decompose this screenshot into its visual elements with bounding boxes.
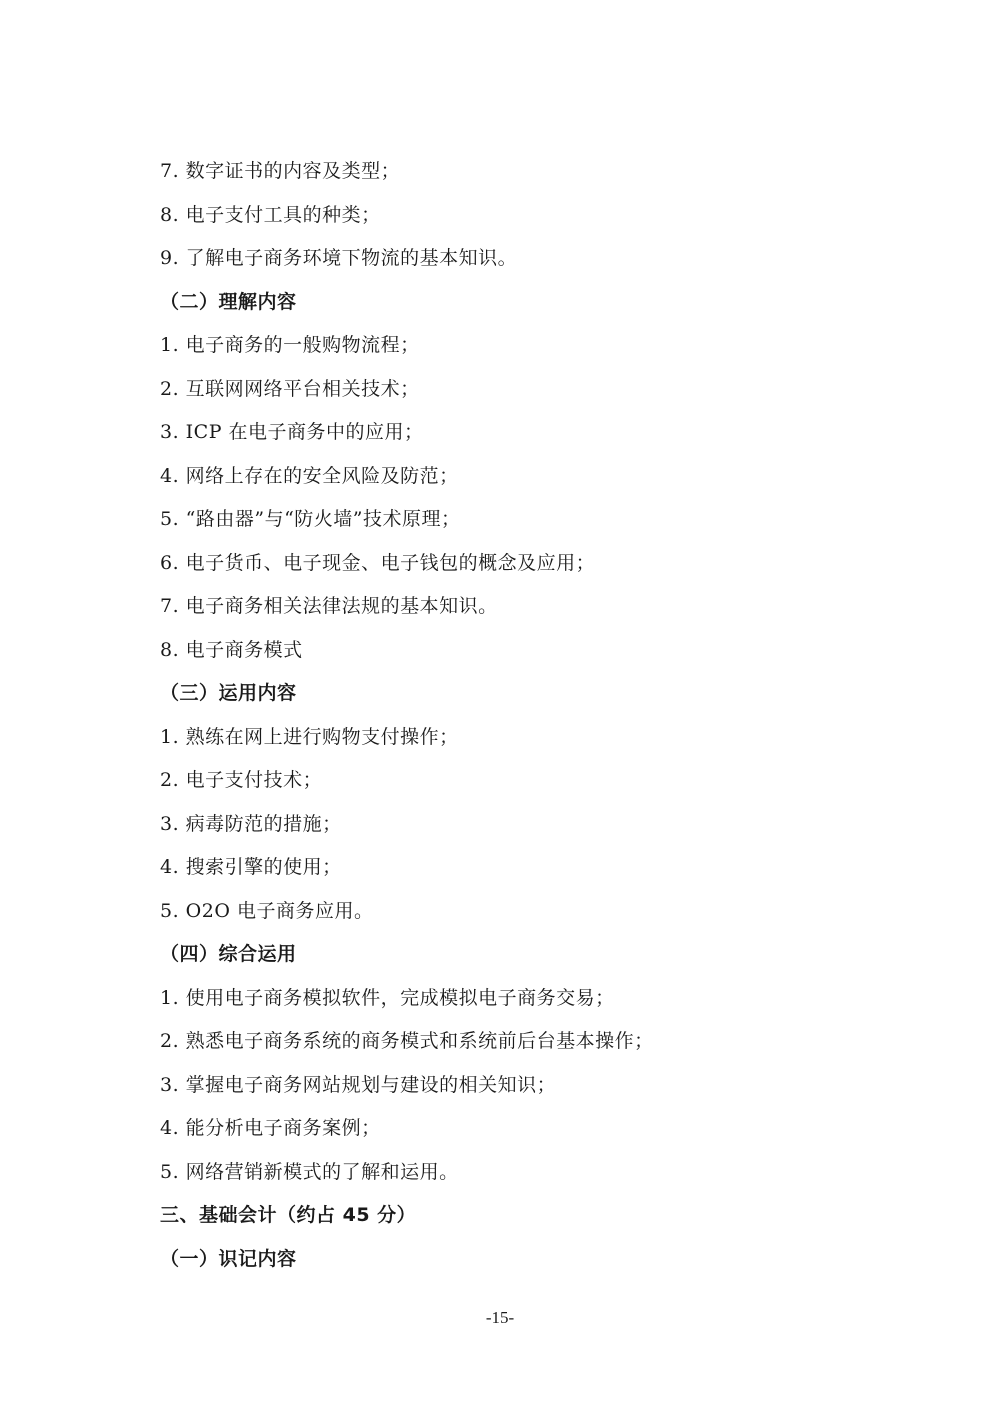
list-item: 4. 搜索引擎的使用； (160, 856, 342, 878)
list-item: 5. 网络营销新模式的了解和运用。 (160, 1160, 459, 1183)
chapter-heading-accounting: 三、基础会计（约占 45 分） (160, 1204, 417, 1226)
list-item: 2. 熟悉电子商务系统的商务模式和系统前后台基本操作； (160, 1030, 654, 1052)
list-item: 1. 电子商务的一般购物流程； (160, 334, 420, 356)
list-item: 5. O2O 电子商务应用。 (160, 899, 374, 922)
list-item: 7. 数字证书的内容及类型； (160, 160, 401, 182)
list-item: 1. 使用电子商务模拟软件，完成模拟电子商务交易； (160, 986, 615, 1009)
list-item: 5. “路由器”与“防火墙”技术原理； (160, 508, 461, 530)
section-heading-comprehensive: （四）综合运用 (160, 943, 297, 965)
section-heading-apply: （三）运用内容 (160, 682, 297, 704)
page-content (160, 150, 920, 1281)
list-item: 2. 电子支付技术； (160, 769, 323, 791)
page-number: -15- (485, 1308, 515, 1327)
list-item: 7. 电子商务相关法律法规的基本知识。 (160, 595, 498, 617)
list-item: 2. 互联网网络平台相关技术； (160, 377, 420, 400)
list-item: 9. 了解电子商务环境下物流的基本知识。 (160, 247, 518, 269)
list-item: 1. 熟练在网上进行购物支付操作； (160, 725, 459, 748)
list-item: 6. 电子货币、电子现金、电子钱包的概念及应用； (160, 551, 596, 574)
list-item: 3. 病毒防范的措施； (160, 812, 342, 835)
list-item: 3. ICP 在电子商务中的应用； (160, 421, 424, 443)
section-heading-understand: （二）理解内容 (160, 290, 297, 313)
list-item: 4. 网络上存在的安全风险及防范； (160, 464, 459, 487)
list-item: 8. 电子支付工具的种类； (160, 203, 381, 226)
list-item: 4. 能分析电子商务案例； (160, 1117, 381, 1139)
list-item: 3. 掌握电子商务网站规划与建设的相关知识； (160, 1073, 557, 1096)
section-heading-memorize: （一）识记内容 (160, 1247, 297, 1270)
list-item: 8. 电子商务模式 (160, 638, 303, 661)
